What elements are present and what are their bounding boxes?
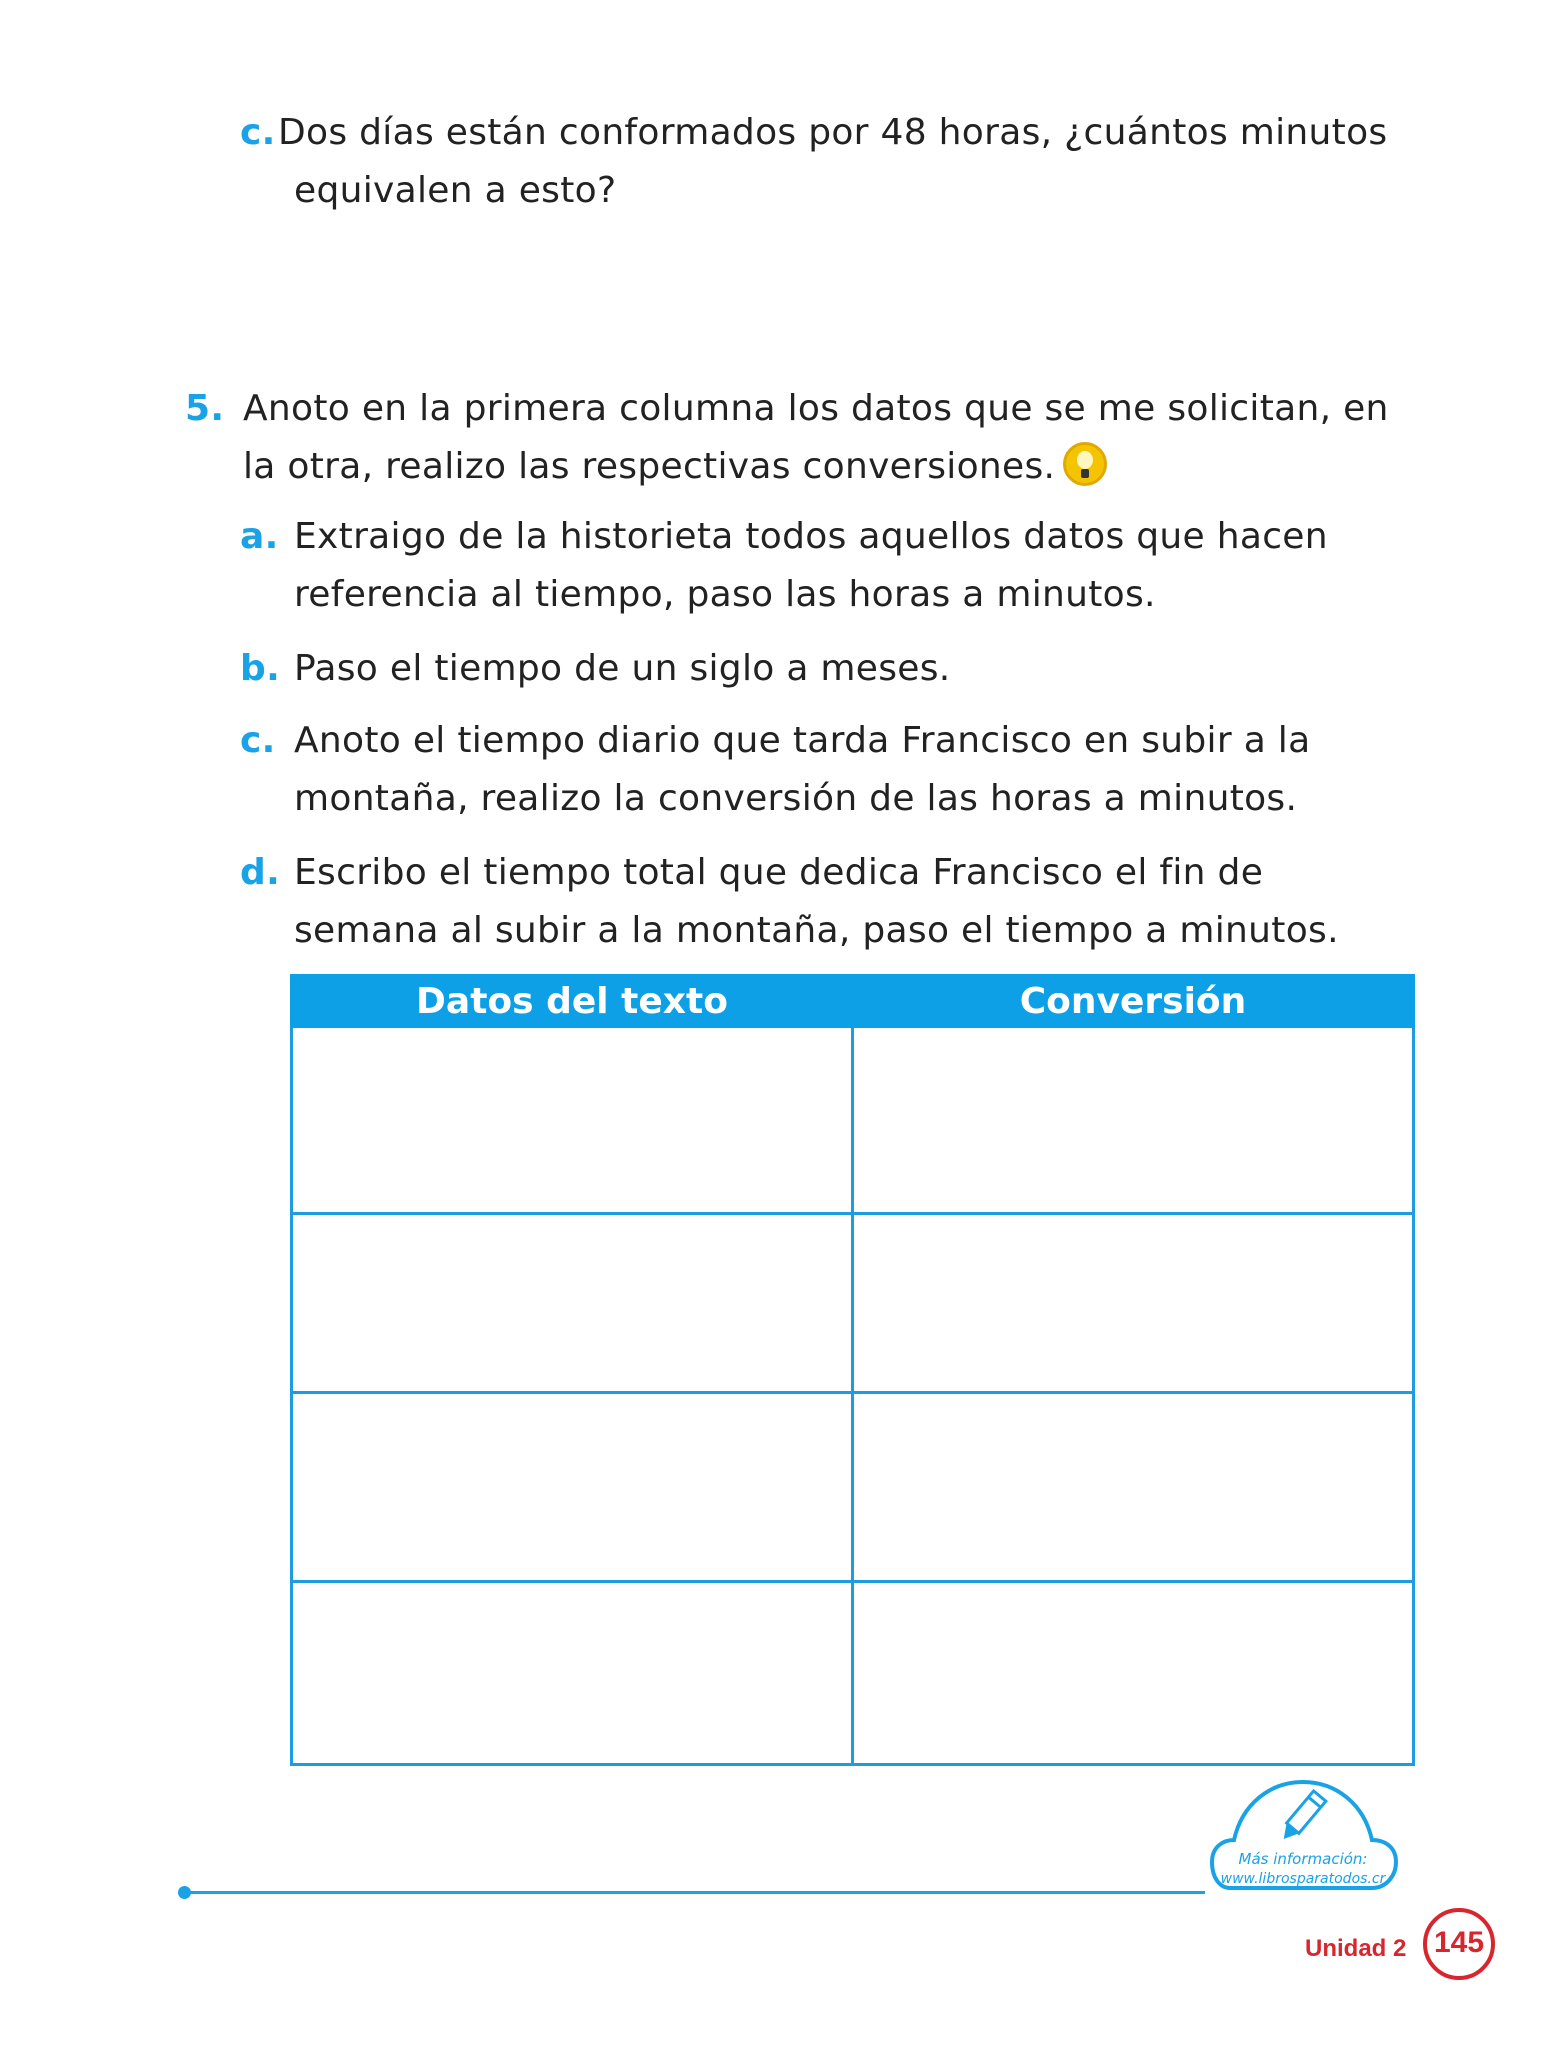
answer-cell-conversion[interactable] (853, 1214, 1414, 1393)
sub-item-text: Anoto el tiempo diario que tarda Francisco en subir a la montaña, realizo la conversión de las horas a minutos. (294, 720, 1311, 819)
table-row (292, 1214, 1414, 1393)
sub-item-text: Escribo el tiempo total que dedica Francisco el fin de semana al subir a la montaña, paso el tiempo a minutos. (294, 852, 1339, 951)
answer-cell-data[interactable] (292, 1582, 853, 1765)
sub-item-label: b. (240, 648, 281, 689)
question-number: 5. (185, 388, 225, 429)
page-number: 145 (1423, 1908, 1495, 1980)
answer-cell-data[interactable] (292, 1393, 853, 1582)
sub-item-a (240, 508, 1400, 624)
header-conversion: Conversión (853, 976, 1414, 1027)
header-datos-del-texto: Datos del texto (292, 976, 853, 1027)
more-info-url[interactable]: www.librosparatodos.cr (1220, 1871, 1386, 1887)
answer-cell-conversion[interactable] (853, 1393, 1414, 1582)
sub-item-text: Paso el tiempo de un siglo a meses. (294, 648, 951, 689)
answer-cell-data[interactable] (292, 1027, 853, 1214)
exercise-item-c-previous (240, 104, 1390, 220)
answer-cell-conversion[interactable] (853, 1582, 1414, 1765)
table-header-row (292, 976, 1414, 1027)
footer-divider-dot (178, 1886, 191, 1899)
sub-item-label: a. (240, 516, 279, 557)
footer-divider (185, 1891, 1205, 1894)
lightbulb-icon (1063, 442, 1107, 486)
sub-item-b (240, 640, 1400, 698)
conversion-table (290, 974, 1415, 1766)
question-5-statement: Anoto en la primera columna los datos que se me solicitan, en la otra, realizo las respectivas conversiones. (243, 388, 1389, 487)
answer-cell-conversion[interactable] (853, 1027, 1414, 1214)
table-row (292, 1582, 1414, 1765)
table-row (292, 1393, 1414, 1582)
item-text: Dos días están conformados por 48 horas, ¿cuántos minutos equivalen a esto? (278, 112, 1388, 211)
sub-item-c (240, 712, 1400, 828)
question-5 (185, 380, 1405, 496)
sub-item-label: d. (240, 852, 281, 893)
sub-item-label: c. (240, 720, 276, 761)
more-info-badge (1190, 1776, 1416, 1898)
table-row (292, 1027, 1414, 1214)
item-label: c. (240, 112, 276, 153)
question-5-text (185, 380, 1405, 496)
more-info-label: Más información: (1238, 1850, 1368, 1868)
unit-label: Unidad 2 (1305, 1935, 1407, 1962)
answer-cell-data[interactable] (292, 1214, 853, 1393)
sub-item-d (240, 844, 1400, 960)
sub-item-text: Extraigo de la historieta todos aquellos datos que hacen referencia al tiempo, paso las horas a minutos. (294, 516, 1328, 615)
